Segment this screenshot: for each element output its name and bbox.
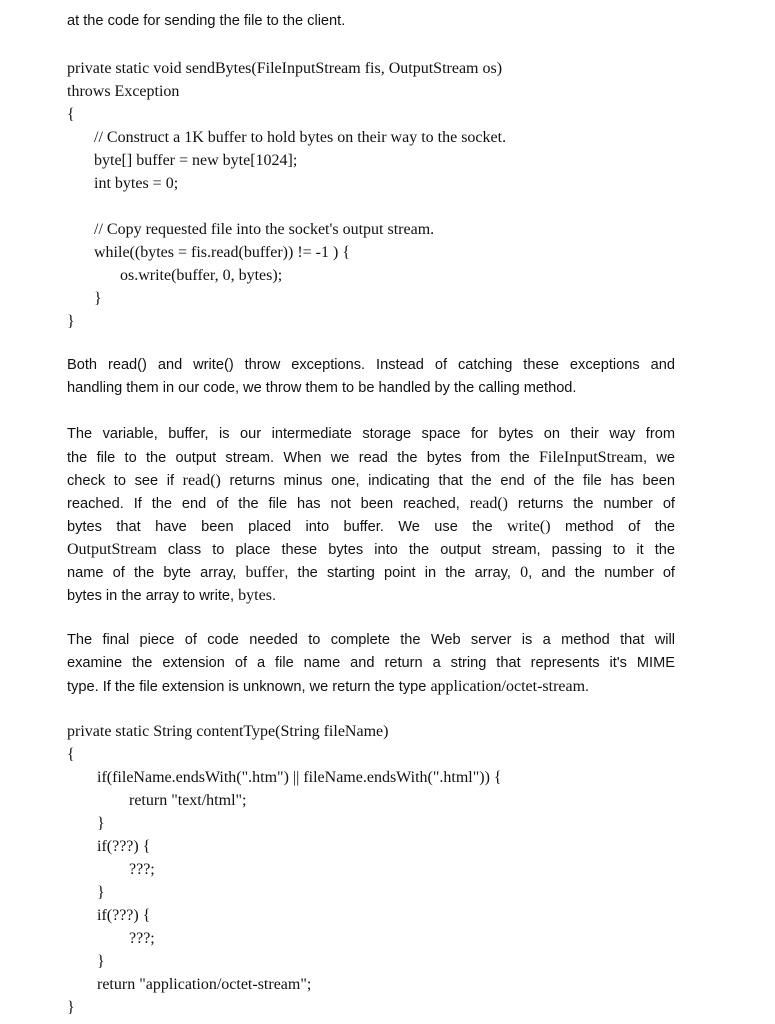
code-line: // Construct a 1K buffer to hold bytes on their way to the socket. — [94, 129, 507, 146]
code-line: if(fileName.endsWith(".htm") || fileName.endsWith(".html")) { — [97, 769, 502, 786]
code-line: } — [97, 884, 105, 901]
intro-text: at the code for sending the file to the client. — [67, 13, 346, 29]
paragraph-line: the file to the output stream. When we read the bytes from the FileInputStream, we — [67, 449, 675, 466]
code-line: } — [97, 815, 105, 832]
paragraph-line: The variable, buffer, is our intermediate storage space for bytes on their way from — [67, 426, 675, 442]
code-line: while((bytes = fis.read(buffer)) != -1 ) { — [94, 244, 350, 261]
paragraph-line: OutputStream class to place these bytes into the output stream, passing to it the — [67, 541, 675, 558]
code-line: } — [67, 313, 75, 330]
code-line: private static String contentType(String fileName) — [67, 723, 389, 740]
code-line: return "text/html"; — [129, 792, 247, 809]
code-line: } — [97, 953, 105, 970]
paragraph-line: reached. If the end of the file has not been reached, read() returns the number of — [67, 495, 675, 512]
code-line: if(???) { — [97, 838, 151, 855]
paragraph-line: check to see if read() returns minus one, indicating that the end of the file has been — [67, 472, 675, 489]
code-line: ???; — [129, 861, 155, 878]
code-line: os.write(buffer, 0, bytes); — [120, 267, 283, 284]
code-line: { — [67, 746, 75, 763]
code-line: ???; — [129, 930, 155, 947]
code-line: { — [67, 106, 75, 123]
code-line: return "application/octet-stream"; — [97, 976, 312, 993]
code-line: byte[] buffer = new byte[1024]; — [94, 152, 298, 169]
code-line: int bytes = 0; — [94, 175, 179, 192]
paragraph-line: handling them in our code, we throw them to be handled by the calling method. — [67, 380, 577, 396]
code-line: throws Exception — [67, 83, 180, 100]
paragraph-line: The final piece of code needed to complete the Web server is a method that will — [67, 632, 675, 648]
paragraph-line: name of the byte array, buffer, the starting point in the array, 0, and the number of — [67, 564, 675, 581]
code-line: if(???) { — [97, 907, 151, 924]
paragraph-line: bytes that have been placed into buffer. We use the write() method of the — [67, 518, 676, 535]
code-line: private static void sendBytes(FileInputStream fis, OutputStream os) — [67, 60, 503, 77]
paragraph-line: Both read() and write() throw exceptions. Instead of catching these exceptions and — [67, 357, 675, 373]
code-line: // Copy requested file into the socket's output stream. — [94, 221, 435, 238]
code-line: } — [67, 999, 75, 1016]
paragraph-line: examine the extension of a file name and return a string that represents it's MIME — [67, 655, 675, 671]
paragraph-line: type. If the file extension is unknown, we return the type application/octet-stream. — [67, 678, 590, 695]
paragraph-line: bytes in the array to write, bytes. — [67, 587, 276, 604]
code-line: } — [94, 290, 102, 307]
